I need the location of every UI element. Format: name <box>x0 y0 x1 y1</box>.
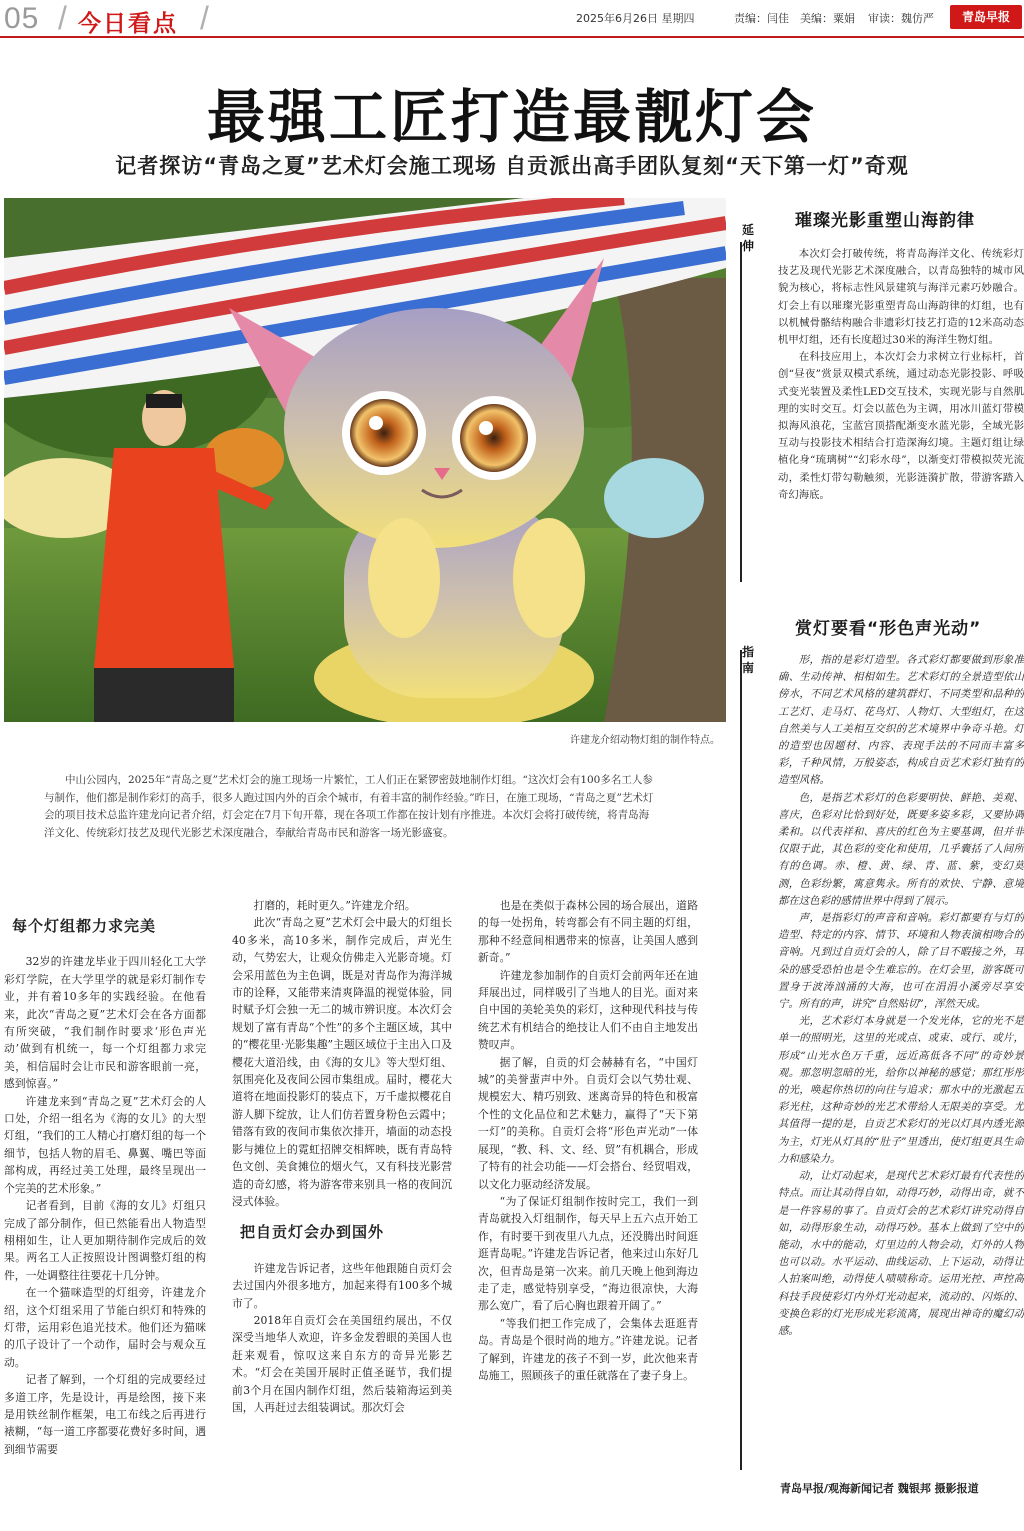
paragraph: 光，艺术彩灯本身就是一个发光体，它的光不是单一的照明光，这里的光或点、或束、或行、或片，形成“山光水色万千重，远近高低各不同”的奇妙景观。那忽明忽暗的光，给你以神秘的感觉；那红彤彤的光，唤起你热切的向往与追求；那水中的光激起五彩光柱，这种奇妙的光艺术带给人无限美的享受。尤其值得一提的是，自贡艺术彩灯的光以灯具内透光源为主，灯光从灯具的“肚子”里透出，使灯组更具生命力和感染力。 <box>778 1015 1024 1165</box>
paragraph: 记者看到，目前《海的女儿》灯组只完成了部分制作，但已然能看出人物造型栩栩如生，让人更加期待制作完成后的效果。两名工人正按照设计图调整灯组的构件，一处调整往往要花十几分钟。 <box>4 1199 206 1282</box>
headline: 最强工匠打造最靓灯会 <box>206 83 817 151</box>
masthead <box>0 0 1024 38</box>
divider <box>740 650 742 1470</box>
paragraph: 声，是指彩灯的声音和音响。彩灯都要有与灯的造型、特定的内容、情节、环境和人物表演相吻合的音响。凡到过自贡灯会的人，除了目不暇接之外，耳朵的感受恐怕也是令生难忘的。在灯会里，游客既可置身于波涛汹涌的大海，也可在涓涓小溪旁尽享安宁。所有的声，讲究“自然贴切”，浑然天成。 <box>778 912 1024 1011</box>
byline: 青岛早报/观海新闻记者 魏银邦 摄影报道 <box>780 1482 979 1495</box>
paragraph: 也是在类似于森林公园的场合展出，道路的每一处拐角，转弯都会有不同主题的灯组，那种不经意间相遇带来的惊喜，让美国人感到新奇。” <box>478 899 698 965</box>
paragraph: 色，是指艺术彩灯的色彩要明快、鲜艳、美观、喜庆，色彩对比恰到好处，既要多姿多彩，又要协调柔和。以代表祥和、喜庆的红色为主要基调，但并非仅限于此，其色彩的变化和使用，几乎囊括了人间所有的色调。赤、橙、黄、绿、青、蓝、紫，变幻莫测，色彩纷繁，寓意隽永。所有的欢快、宁静、意境都在这色彩的感情世界中得到了展示。 <box>778 791 1024 907</box>
section-name: 今日看点 <box>78 11 178 37</box>
paragraph: 记者了解到，一个灯组的完成要经过多道工序，先是设计，再是绘图，接下来是用铁丝制作框架，电工布线之后再进行裱糊，“每一道工序都要花费好多时间，遇到细节需要 <box>4 1373 206 1456</box>
divider <box>740 242 742 582</box>
proofreader-credit: 审读：魏仿严 <box>868 12 934 25</box>
paragraph: 此次“青岛之夏”艺术灯会中最大的灯组长40多米，高10多米，制作完成后，声光生动，气势宏大，让观众仿佛走入光影奇境。灯会采用蓝色为主色调，既是对青岛作为海洋城市的诠释，又能带来清爽降温的视觉体验，同时赋予灯会独一无二的城市辨识度。本次灯会规划了富有青岛“个性”的多个主题区域，其中的“樱花里·光影集趣”主题区域位于主出入口及樱花大道沿线，由《海的女儿》等大型灯组、氛围亮化及夜间公园市集组成。届时，樱花大道将在地面投影灯的装点下，万千虚拟樱花自游人脚下绽放，让人们仿若置身粉色云霞中；错落有致的夜间市集依次排开，墙面的动态投影与摊位上的霓虹招牌交相辉映，既有青岛特色文创、美食摊位的烟火气，又有科技光影营造的奇幻感，将为游客带来别具一格的夜间沉浸式体验。 <box>232 916 452 1208</box>
sidebar-title: 璀璨光影重塑山海韵律 <box>795 211 975 231</box>
paragraph: 据了解，自贡的灯会赫赫有名，“中国灯城”的美誉蜚声中外。自贡灯会以气势壮观、规模宏大、精巧别致、迷离奇异的特色和极富个性的文化品位和艺术魅力，赢得了“天下第一灯”的美称。自贡灯会将“形色声光动”一体展现，“教、科、文、经、贸”有机耦合，形成了特有的社会功能——灯会搭台、经贸唱戏，以文化力驱动经济发展。 <box>478 1055 698 1191</box>
paragraph: 打磨的，耗时更久。”许建龙介绍。 <box>253 899 416 912</box>
paragraph: 许建龙告诉记者，这些年他跟随自贡灯会去过国内外很多地方，加起来得有100多个城市了。 <box>232 1261 452 1310</box>
section-heading: 把自贡灯会办到国外 <box>240 1223 385 1242</box>
paragraph: 在一个猫咪造型的灯组旁，许建龙介绍，这个灯组采用了节能白织灯和特殊的灯带，运用彩色追光技术。他们还为猫咪的爪子设计了一个动作，届时会与观众互动。 <box>4 1286 206 1369</box>
divider: / <box>58 0 67 36</box>
paragraph: 动，让灯动起来，是现代艺术彩灯最有代表性的特点。而让其动得自如，动得巧妙，动得出奇，就不是一件容易的事了。自贡灯会的艺术彩灯讲究动得自如，动得形象生动，动得巧妙。基本上做到了空中的能动，水中的能动，灯里边的人物会动，灯外的人物也可以动。水平运动、曲线运动、上下运动，动得让人拍案叫绝，动得使人啧啧称奇。运用光控、声控高科技手段使彩灯内外灯光动起来，流动的、闪烁的、变换色彩的灯光形成光彩流离，展现出神奇的魔幻动感。 <box>778 1170 1024 1337</box>
lead-paragraph: 中山公园内，2025年“青岛之夏”艺术灯会的施工现场一片繁忙，工人们正在紧锣密鼓地制作灯组。“这次灯会有100多名工人参与制作，他们都是制作彩灯的高手，很多人跑过国内外的百余个城市，有着丰富的制作经验。”昨日，在施工现场，“青岛之夏”艺术灯会的项目技术总监许建龙向记者介绍，灯会定在7月下旬开幕，现在各项工作都在按计划有序推进。本次灯会将打破传统，将青岛海洋文化、传统彩灯技艺及现代光影艺术深度融合，奉献给青岛市民和游客一场光影盛宴。 <box>44 774 654 839</box>
paragraph: 许建龙来到“青岛之夏”艺术灯会的人口处，介绍一组名为《海的女儿》的大型灯组，“我们的工人精心打磨灯组的每一个细节，包括人物的眉毛、鼻翼、嘴巴等面部构成，再经过美工处理，最终呈现出一个完美的艺术形象。” <box>4 1094 206 1195</box>
sidebar-body <box>778 246 1024 504</box>
photo-illustration <box>4 198 726 722</box>
page-number: 05 <box>4 2 40 35</box>
sidebar-title: 赏灯要看“形色声光动” <box>795 619 982 639</box>
designer-credit: 美编：粟娟 <box>800 12 855 25</box>
section-heading: 每个灯组都力求完美 <box>12 917 157 935</box>
issue-date: 2025年6月26日 星期四 <box>576 12 695 25</box>
article-column-1 <box>4 908 206 1458</box>
news-photo <box>4 198 726 722</box>
paragraph: 32岁的许建龙毕业于四川轻化工大学彩灯学院，在大学里学的就是彩灯制作专业，并有着10多年的实践经验。在他看来，此次“青岛之夏”艺术灯会在各方面都有所突破，“我们制作时要求‘形色声光动’做到有机统一，每一个灯组都力求完美，相信届时会让市民和游客眼前一亮，感到惊喜。” <box>4 955 206 1091</box>
sidebar-guide <box>740 614 1022 1474</box>
paragraph: “为了保证灯组制作按时完工，我们一到青岛就投入灯组制作，每天早上五六点开始工作，有时要干到夜里八九点，还没腾出时间逛逛青岛呢。”许建龙告诉记者，他来过山东好几次，但青岛是第一次来。前几天晚上他到海边走了走，感觉特别享受，“海边很凉快，大海那么宽广，看了后心胸也跟着开阔了。” <box>478 1194 698 1313</box>
paragraph: “等我们把工作完成了，会集体去逛逛青岛。青岛是个很时尚的地方。”许建龙说。记者了解到，许建龙的孩子不到一岁，此次他来青岛施工，照顾孩子的重任就落在了妻子身上。 <box>478 1316 698 1382</box>
editor-credit: 责编：闫佳 <box>734 12 789 25</box>
sidebar-extension <box>740 206 1022 586</box>
paragraph: 本次灯会打破传统，将青岛海洋文化、传统彩灯技艺及现代光影艺术深度融合，以青岛独特的城市风貌为核心，将标志性风景建筑与海洋元素巧妙融合。灯会上有以璀璨光影重塑青岛山海韵律的灯组，也有以机械骨骼结构融合非遗彩灯技艺打造的12米高动态机甲灯组，还有长度超过30米的海洋生物灯组。 <box>778 248 1024 347</box>
divider: / <box>200 0 209 36</box>
paragraph: 在科技应用上，本次灯会力求树立行业标杆，首创“昼夜”赏景双模式系统，通过动态光影投影、呼吸式变光装置及柔性LED交互技术，实现光影与自然肌理的实时交互。灯会以蓝色为主调，用冰川蓝灯带模拟海风浪花，宝蓝宫顶搭配渐变水蓝光影，全域光影互动与投影技术相结合打造深海幻境。主题灯组让绿植化身“琉璃树”“幻彩水母”，以渐变灯带模拟荧光流动，柔性灯带勾勒触须，光影涟漪扩散，带游客踏入奇幻海底。 <box>778 351 1024 501</box>
photo-caption: 许建龙介绍动物灯组的制作特点。 <box>570 735 720 746</box>
brand-logo: 青岛早报 <box>950 5 1022 29</box>
article-column-2 <box>232 897 452 1416</box>
subheadline: 记者探访“青岛之夏”艺术灯会施工现场 自贡派出高手团队复刻“天下第一灯”奇观 <box>115 154 909 178</box>
paragraph: 许建龙参加制作的自贡灯会前两年还在迪拜展出过，同样吸引了当地人的目光。面对来自中国的美轮美奂的彩灯，这种现代科技与传统艺术有机结合的绝技让人们不由自主地发出赞叹声。 <box>478 968 698 1052</box>
sidebar-body <box>778 652 1024 1340</box>
sidebar-tag: 指南 <box>741 645 754 675</box>
sidebar-tag: 延伸 <box>741 223 754 253</box>
article-column-3 <box>478 897 698 1384</box>
paragraph: 2018年自贡灯会在美国纽约展出，不仅深受当地华人欢迎，许多金发碧眼的美国人也赶来观看，惊叹这来自东方的奇异光影艺术。“灯会在美国开展时正值圣诞节，我们提前3个月在国内制作灯组，然后装箱海运到美国，人再赶过去组装调试。那次灯会 <box>232 1313 452 1414</box>
paragraph: 形，指的是彩灯造型。各式彩灯都要做到形象准确、生动传神、相相如生。艺术彩灯的全景造型依山傍水，不同艺术风格的建筑群灯、不同类型和品种的工艺灯、走马灯、花鸟灯、人物灯、大型组灯，在这自然美与人工美相互交织的艺术境界中争奇斗艳。灯的造型也因题材、内容、表现手法的不同而丰富多彩，千种风情，万般姿态，构成自贡艺术彩灯独有的造型风格。 <box>778 654 1024 787</box>
